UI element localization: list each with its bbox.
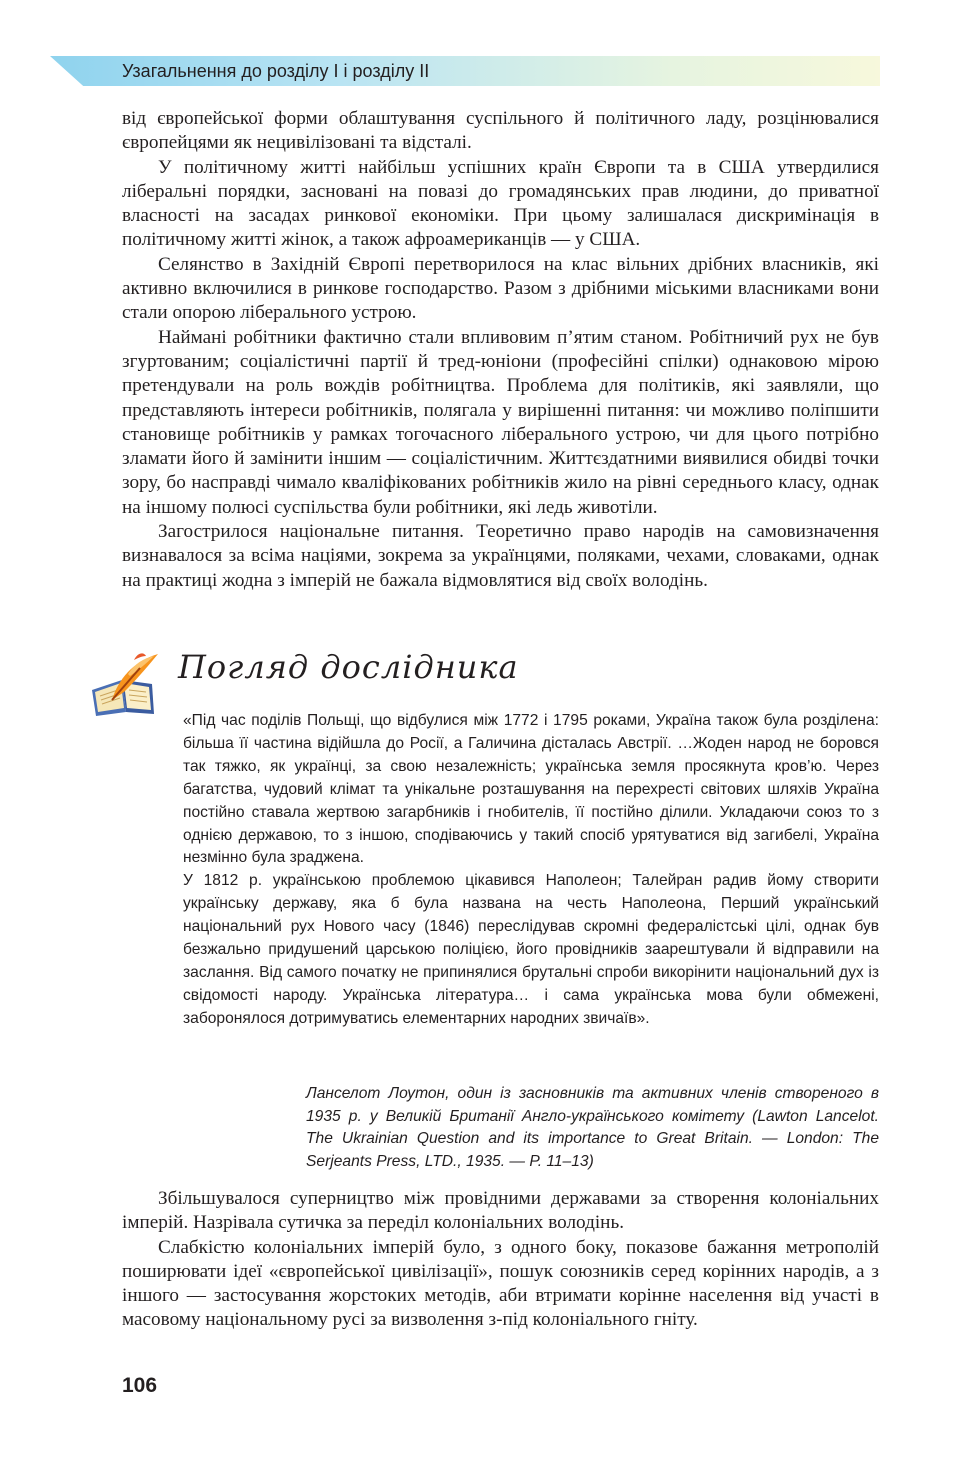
paragraph: Селянство в Західній Європі перетворилося на клас вільних дрібних власників, які активно включилися в ринкове господарство. Разом з дрібними міськими власниками вони стали опорою ліберального устрою. bbox=[122, 253, 879, 324]
researcher-quote bbox=[183, 710, 879, 1031]
quote-paragraph: У 1812 р. українською проблемою цікавився Наполеон; Талейран радив йому створити українську державу, яка б була названа на честь Наполеона, Перший український національний рух Нового часу (1846) переслідував скромні федералістські цілі, однак був безжально придушений царською поліцією, його провідників заарештували й відправили на заслання. Від самого початку не припинялися брутальні спроби викорінити національний дух із свідомості народу. Українська література… і сама українська мова були обмежені, заборонялося дотримуватись елементарних народних звичаїв». bbox=[183, 872, 879, 1027]
quote-attribution: Ланселот Лоутон, один із засновників та активних членів створеного в 1935 р. у Великій Британії Англо-українського комітету (Lawton Lancelot. The Ukrainian Question and its importance to Great Britain. — London: The Serjeants Press, LTD., 1935. — P. 11–13) bbox=[306, 1085, 879, 1170]
paragraph: Слабкістю колоніальних імперій було, з одного боку, показове бажання метрополій поширювати ідеї «європейської цивілізації», пошук союзників серед корінних народів, а з іншого — застосування жорстоких методів, аби втримати корінне населення від участі в масовому національному русі за визволення з-під колоніального гніту. bbox=[122, 1236, 879, 1331]
paragraph: від європейської форми облаштування суспільного й політичного ладу, розцінювалися європейцями як нецивілізовані та відсталі. bbox=[122, 108, 879, 154]
paragraph: У політичному житті найбільш успішних країн Європи та в США утвердилися ліберальні порядки, засновані на повазі до громадянських прав людини, до приватної власності на засадах ринкової економіки. При цьому залишалася дискримінація в політичному житті жінок, а також афроамериканців — у США. bbox=[122, 156, 879, 251]
quote-paragraph: «Під час поділів Польщі, що відбулися між 1772 і 1795 роками, Україна також була розділена: більша її частина відійшла до Росії, а Галичина дісталась Австрії. …Жоден народ не боровся так тяжко, як українці, за свою незалежність; українська земля просякнута кров’ю. Через багатства, чудовий клімат та унікальне розташування на перехресті світових шляхів Україна постійно ставала жертвою загарбників і гнобителів, її постійно ділили. Укладаючи союз то з однією державою, то з іншою, сподіваючись у такий спосіб урятуватися від загибелі, Україна незмінно була зраджена. bbox=[183, 712, 879, 867]
section-title: Узагальнення до розділу І і розділу ІІ bbox=[122, 61, 430, 81]
paragraph: Загострилося національне питання. Теоретично право народів на самовизначення визнавалося за всіма націями, зокрема за українцями, поляками, чехами, словаками, однак на практиці жодна з імперій не бажала відмовлятися від своїх володінь. bbox=[122, 521, 879, 591]
main-text-top bbox=[122, 107, 879, 593]
researcher-heading: Погляд дослідника bbox=[178, 648, 519, 686]
book-quill-icon bbox=[88, 650, 162, 720]
main-text-bottom bbox=[122, 1187, 879, 1333]
paragraph: Збільшувалося суперництво між провідними державами за створення колоніальних імперій. Назрівала сутичка за переділ колоніальних володінь. bbox=[122, 1188, 879, 1234]
paragraph: Наймані робітники фактично стали впливовим п’ятим станом. Робітничий рух не був згуртованим; соціалістичні партії й тред-юніони (професійні спілки) однаковою мірою претендували на роль вождів робітництва. Проблема для політиків, які заявляли, що представляють інтереси робітників, полягала у вирішенні питання: чи можливо поліпшити становище робітників у рамках тогочасного ліберального устрою, чи для цього потрібно зламати його й замінити іншим — соціалістичним. Життєздатними виявилися обидві точки зору, бо насправді чимало кваліфікованих робітників жило на рівні середнього класу, однак на іншому полюсі суспільства були робітники, які ледь животіли. bbox=[122, 326, 879, 518]
page-number: 106 bbox=[122, 1374, 158, 1397]
